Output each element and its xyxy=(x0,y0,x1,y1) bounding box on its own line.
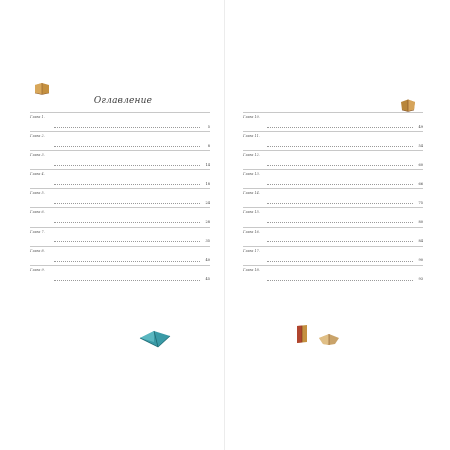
toc-entry[interactable] xyxy=(30,115,210,129)
toc-entry-body xyxy=(54,153,210,167)
dot-leader xyxy=(54,222,200,223)
page-reference xyxy=(54,258,210,263)
chapter-number: Глава 11. xyxy=(243,134,260,139)
page-reference xyxy=(54,125,210,130)
toc-divider xyxy=(30,112,210,113)
chapter-description xyxy=(267,210,423,219)
toc-entry-body xyxy=(54,191,210,205)
page-number: 75 xyxy=(418,200,423,205)
page-reference xyxy=(54,201,210,206)
chapter-description xyxy=(267,172,423,181)
open-book-icon xyxy=(318,332,340,346)
page-number: 80 xyxy=(418,219,423,224)
chapter-number: Глава 13. xyxy=(243,172,260,177)
toc-entry[interactable] xyxy=(30,134,210,148)
chapter-number: Глава 2. xyxy=(30,134,45,139)
toc-entry[interactable] xyxy=(30,249,210,263)
dot-leader xyxy=(267,203,413,204)
page-number: 90 xyxy=(418,258,423,263)
toc-divider xyxy=(243,150,423,151)
toc-entry-body xyxy=(267,268,423,282)
toc-entry[interactable] xyxy=(30,268,210,282)
page-reference xyxy=(267,220,423,225)
toc-column-right xyxy=(243,112,423,284)
toc-entry-body xyxy=(54,210,210,224)
dot-leader xyxy=(54,165,200,166)
toc-divider xyxy=(30,207,210,208)
page-reference xyxy=(54,277,210,282)
chapter-description xyxy=(267,134,423,143)
toc-entry-body xyxy=(54,230,210,244)
open-book-icon xyxy=(34,82,50,95)
chapter-description xyxy=(267,153,423,162)
page-reference xyxy=(54,220,210,225)
toc-divider xyxy=(30,227,210,228)
toc-entry[interactable] xyxy=(30,210,210,224)
page-number: 93 xyxy=(418,277,423,282)
page-number: 14 xyxy=(205,162,210,167)
dot-leader xyxy=(267,222,413,223)
chapter-description xyxy=(54,134,210,143)
toc-entry[interactable] xyxy=(243,268,423,282)
toc-divider xyxy=(30,131,210,132)
page-reference xyxy=(267,277,423,282)
toc-entry[interactable] xyxy=(243,191,423,205)
dot-leader xyxy=(267,261,413,262)
toc-entry-body xyxy=(267,230,423,244)
chapter-description xyxy=(54,153,210,162)
chapter-description xyxy=(54,230,210,239)
page-number: 40 xyxy=(205,258,210,263)
open-book-icon xyxy=(138,328,172,350)
chapter-description xyxy=(267,249,423,258)
page-number: 66 xyxy=(418,181,423,186)
toc-entry[interactable] xyxy=(243,115,423,129)
toc-divider xyxy=(243,188,423,189)
chapter-number: Глава 14. xyxy=(243,191,260,196)
chapter-number: Глава 3. xyxy=(30,153,45,158)
page-reference xyxy=(267,239,423,244)
toc-entry-body xyxy=(267,153,423,167)
chapter-number: Глава 12. xyxy=(243,153,260,158)
page-reference xyxy=(54,163,210,168)
toc-entry-body xyxy=(267,115,423,129)
chapter-number: Глава 7. xyxy=(30,229,45,234)
chapter-description xyxy=(54,191,210,200)
toc-entry-body xyxy=(54,268,210,282)
page-number: 28 xyxy=(205,219,210,224)
page-number: 5 xyxy=(207,124,210,129)
chapter-number: Глава 18. xyxy=(243,267,260,272)
page-number: 24 xyxy=(205,200,210,205)
chapter-number: Глава 1. xyxy=(30,115,45,119)
toc-entry[interactable] xyxy=(30,230,210,244)
toc-entry[interactable] xyxy=(243,172,423,186)
chapter-description xyxy=(54,210,210,219)
dot-leader xyxy=(54,127,200,128)
dot-leader xyxy=(54,280,200,281)
page-number: 54 xyxy=(418,143,423,148)
page-reference xyxy=(267,163,423,168)
toc-divider xyxy=(30,169,210,170)
toc-entry-body xyxy=(267,172,423,186)
chapter-number: Глава 5. xyxy=(30,191,45,196)
chapter-number: Глава 4. xyxy=(30,172,45,177)
chapter-number: Глава 17. xyxy=(243,248,260,253)
dot-leader xyxy=(267,184,413,185)
dot-leader xyxy=(54,203,200,204)
chapter-number: Глава 8. xyxy=(30,248,45,253)
page-number: 35 xyxy=(205,239,210,244)
toc-divider xyxy=(30,188,210,189)
toc-entry-body xyxy=(267,191,423,205)
chapter-description xyxy=(267,230,423,239)
dot-leader xyxy=(267,127,413,128)
toc-divider xyxy=(243,112,423,113)
chapter-description xyxy=(54,115,210,124)
open-book-icon xyxy=(294,324,310,344)
chapter-description xyxy=(54,268,210,277)
dot-leader xyxy=(54,261,200,262)
toc-divider xyxy=(243,265,423,266)
dot-leader xyxy=(54,184,200,185)
toc-entry-body xyxy=(54,134,210,148)
page-number: 18 xyxy=(205,181,210,186)
toc-divider xyxy=(243,207,423,208)
page-number: 84 xyxy=(418,239,423,244)
dot-leader xyxy=(267,280,413,281)
toc-entry[interactable] xyxy=(243,249,423,263)
chapter-number: Глава 15. xyxy=(243,210,260,215)
toc-divider xyxy=(30,150,210,151)
toc-entry-body xyxy=(267,210,423,224)
toc-entry-body xyxy=(54,172,210,186)
dot-leader xyxy=(54,146,200,147)
toc-divider xyxy=(30,246,210,247)
dot-leader xyxy=(267,146,413,147)
toc-entry[interactable] xyxy=(30,153,210,167)
page-number: 8 xyxy=(207,143,210,148)
toc-entry-body xyxy=(267,249,423,263)
chapter-description xyxy=(267,115,423,124)
toc-entry[interactable] xyxy=(243,134,423,148)
chapter-number: Глава 9. xyxy=(30,267,45,272)
page-reference xyxy=(267,182,423,187)
chapter-description xyxy=(267,268,423,277)
toc-column-left xyxy=(30,112,210,284)
toc-entry-body xyxy=(54,115,210,129)
chapter-number: Глава 6. xyxy=(30,210,45,215)
toc-divider xyxy=(243,131,423,132)
open-book-icon xyxy=(400,98,416,112)
dot-leader xyxy=(267,241,413,242)
toc-entry[interactable] xyxy=(243,153,423,167)
page-reference xyxy=(267,201,423,206)
chapter-description xyxy=(267,191,423,200)
toc-entry[interactable] xyxy=(243,230,423,244)
page-reference xyxy=(267,125,423,130)
page-number: 49 xyxy=(418,124,423,129)
chapter-description xyxy=(54,249,210,258)
toc-entry-body xyxy=(267,134,423,148)
page-reference xyxy=(54,182,210,187)
toc-divider xyxy=(243,227,423,228)
page-reference xyxy=(54,144,210,149)
page-reference xyxy=(267,144,423,149)
dot-leader xyxy=(267,165,413,166)
page-number: 60 xyxy=(418,162,423,167)
toc-entry[interactable] xyxy=(30,191,210,205)
page-reference xyxy=(267,258,423,263)
toc-divider xyxy=(243,246,423,247)
spread-gutter xyxy=(224,0,225,450)
chapter-number: Глава 16. xyxy=(243,229,260,234)
chapter-description xyxy=(54,172,210,181)
toc-entry[interactable] xyxy=(30,172,210,186)
dot-leader xyxy=(54,241,200,242)
toc-entry[interactable] xyxy=(243,210,423,224)
page-reference xyxy=(54,239,210,244)
toc-divider xyxy=(30,265,210,266)
toc-entry-body xyxy=(54,249,210,263)
page-title: Оглавление xyxy=(93,96,153,106)
toc-divider xyxy=(243,169,423,170)
chapter-number: Глава 10. xyxy=(243,115,260,119)
page-number: 45 xyxy=(205,277,210,282)
